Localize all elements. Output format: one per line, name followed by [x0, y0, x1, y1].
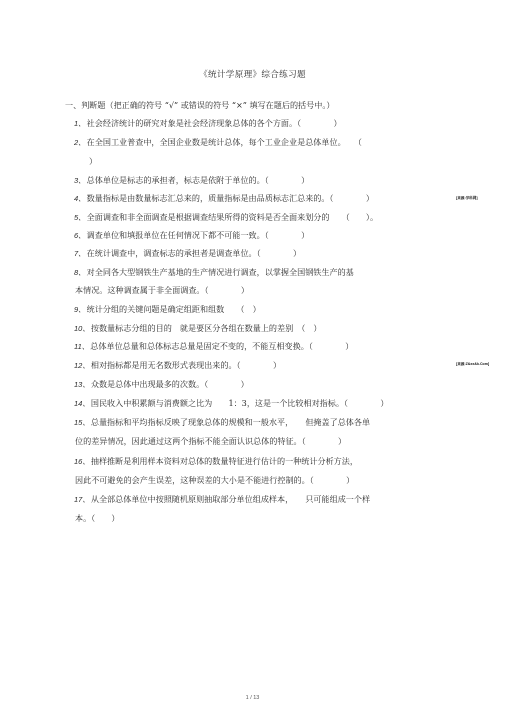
question-number: 15、: [74, 418, 90, 427]
question-number: 4、: [74, 194, 86, 203]
question-line: [74, 475, 354, 486]
question-line: [74, 513, 120, 524]
question-number: 1、: [74, 119, 86, 128]
question-text: 从全部总体单位中按照随机原则抽取部分单位组成样本， 只可能组成一个样: [90, 494, 371, 504]
question-line: [74, 248, 301, 259]
question-text: 位的差异情况，因此通过这两个指标不能全面认识总体的特征。（ ）: [75, 436, 347, 446]
question-text: 数量指标是由数量标志汇总来的，质量指标是由品质标志汇总来的。（ ）: [86, 193, 375, 203]
question-number: 16、: [74, 457, 90, 466]
question-text: ）: [89, 156, 98, 166]
question-line: [74, 285, 249, 296]
question-text: 众数是总体中出现最多的次数。（ ）: [90, 379, 249, 389]
question-line: [74, 175, 309, 186]
source-stamp: [来源:学科网]: [456, 196, 478, 200]
question-line: [74, 360, 281, 371]
question-line: [74, 494, 370, 505]
question-text: 抽样推断是利用样本资料对总体的数量特征进行估计的一种统计分析方法，: [90, 456, 358, 466]
question-number: 3、: [74, 176, 86, 185]
question-number: 7、: [74, 249, 86, 258]
question-number: 13、: [74, 380, 90, 389]
question-line: [74, 137, 362, 148]
question-number: 14、: [74, 399, 90, 408]
question-text: 在全国工业普查中，全国企业数是统计总体，每个工业企业是总体单位。 （: [86, 137, 362, 147]
question-line: [74, 456, 358, 467]
question-line: [74, 230, 309, 241]
question-line: [74, 398, 388, 409]
question-text: 总体单位是标志的承担者，标志是依附于单位的。（ ）: [86, 175, 310, 185]
question-number: 17、: [74, 495, 90, 504]
question-line: [74, 417, 370, 428]
question-line: [74, 193, 374, 204]
question-line: [74, 267, 354, 278]
page-number: 1 / 13: [245, 695, 260, 701]
question-text: 调查单位和填报单位在任何情况下都不可能一致。（ ）: [86, 230, 310, 240]
question-text: 总体单位总量和总体标志总量是固定不变的，不能互相变换。（ ）: [90, 341, 354, 351]
question-text: 按数量标志分组的目的 就是要区分各组在数量上的差别 （ ）: [90, 323, 322, 333]
section-heading: 一、判断题（把正确的符号 “√” 或错误的符号 “×” 填写在题后的括号中。）: [65, 100, 335, 110]
question-line: [88, 156, 97, 167]
question-text: 本。（ ）: [75, 513, 120, 523]
question-line: [74, 323, 322, 334]
source-stamp: [来源:Z&xx&k.Com]: [456, 362, 490, 366]
question-text: 全面调查和非全面调查是根据调查结果所得的资料是否全面来划分的 （ ）。: [86, 212, 379, 222]
question-text: 对全同各大型钢铁生产基地的生产情况进行调查，以掌握全国钢铁生产的基: [86, 267, 354, 277]
question-line: [74, 436, 346, 447]
question-line: [74, 212, 378, 223]
question-line: [74, 379, 249, 390]
question-text: 统计分组的关键问题是确定组距和组数 （ ）: [86, 304, 261, 314]
question-number: 6、: [74, 231, 86, 240]
question-text: 总量指标和平均指标反映了现象总体的规模和一般水平， 但掩盖了总体各单: [90, 417, 371, 427]
document-title: 《统计学原理》综合练习题: [199, 70, 306, 80]
question-text: 在统计调查中，调查标志的承担者是调查单位。（ ）: [86, 248, 302, 258]
question-number: 12、: [74, 361, 90, 370]
question-number: 9、: [74, 305, 86, 314]
question-text: 社会经济统计的研究对象是社会经济现象总体的各个方面。（ ）: [86, 118, 342, 128]
question-number: 2、: [74, 138, 86, 147]
question-line: [74, 341, 353, 352]
question-text: 国民收入中积累额与消费额之比为 1：3，这是一个比较相对指标。（ ）: [90, 398, 389, 408]
question-number: 8、: [74, 268, 86, 277]
question-line: [74, 304, 261, 315]
question-number: 5、: [74, 213, 86, 222]
question-line: [74, 118, 342, 129]
question-text: 因此不可避免的会产生误差，这种误差的大小是不能进行控制的。（ ）: [75, 475, 355, 485]
question-text: 相对指标都是用无名数形式表现出来的。（ ）: [90, 360, 282, 370]
question-number: 11、: [74, 342, 90, 351]
question-text: 本情况。这种调查属于非全面调查。（ ）: [75, 285, 250, 295]
question-number: 10、: [74, 324, 90, 333]
